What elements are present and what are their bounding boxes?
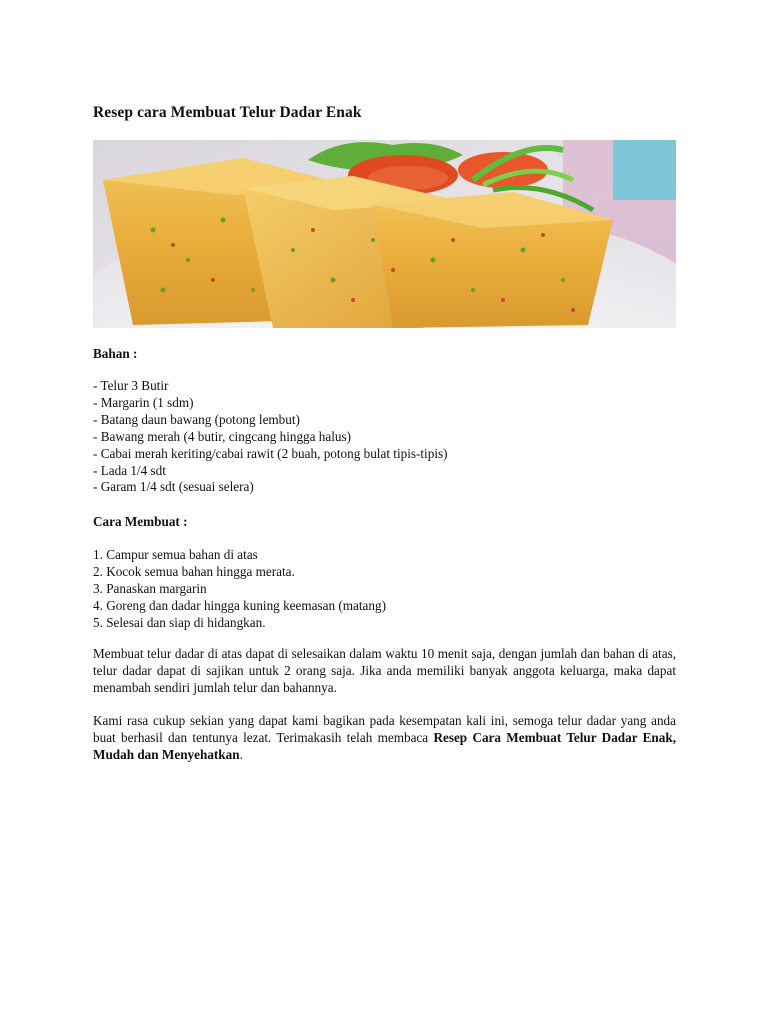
list-item: - Bawang merah (4 butir, cingcang hingga halus)	[93, 428, 352, 444]
list-item: - Lada 1/4 sdt	[93, 462, 166, 478]
list-item: - Garam 1/4 sdt (sesuai selera)	[93, 479, 254, 495]
cara-heading: Cara Membuat :	[93, 514, 188, 529]
list-item: - Telur 3 Butir	[93, 378, 169, 393]
list-item: - Cabai merah keriting/cabai rawit (2 buah, potong bulat tipis-tipis)	[93, 445, 448, 461]
cara-list	[93, 547, 386, 632]
list-item: 5. Selesai dan siap di hidangkan.	[93, 614, 266, 630]
list-item: 4. Goreng dan dadar hingga kuning keemasan (matang)	[93, 597, 386, 613]
paragraph-1: Membuat telur dadar di atas dapat di selesaikan dalam waktu 10 menit saja, dengan jumlah dan bahan di atas, telur dadar dapat di sajikan untuk 2 orang saja. Jika anda memiliki banyak anggota keluarga, maka dapat menambah sendiri jumlah telur dan bahannya.	[93, 646, 676, 695]
paragraph-2-text: Kami rasa cukup sekian yang dapat kami bagikan pada kesempatan kali ini, semoga telur dadar yang anda buat berhasil dan tentunya lezat. Terimakasih telah membaca	[93, 713, 676, 745]
paragraph-2-bold: Resep Cara Membuat Telur Dadar Enak, Mudah dan Menyehatkan	[93, 729, 676, 762]
list-item: 2. Kocok semua bahan hingga merata.	[93, 563, 295, 579]
list-item: 1. Campur semua bahan di atas	[93, 547, 258, 562]
bahan-list	[93, 378, 448, 496]
document-title: Resep cara Membuat Telur Dadar Enak	[93, 104, 362, 121]
bahan-heading: Bahan :	[93, 346, 138, 361]
list-item: 3. Panaskan margarin	[93, 580, 207, 596]
list-item: - Batang daun bawang (potong lembut)	[93, 411, 300, 427]
paragraph-2	[93, 713, 676, 764]
list-item: - Margarin (1 sdm)	[93, 394, 194, 410]
paragraph-2-end: .	[239, 746, 243, 762]
omelette-photo	[93, 140, 676, 328]
